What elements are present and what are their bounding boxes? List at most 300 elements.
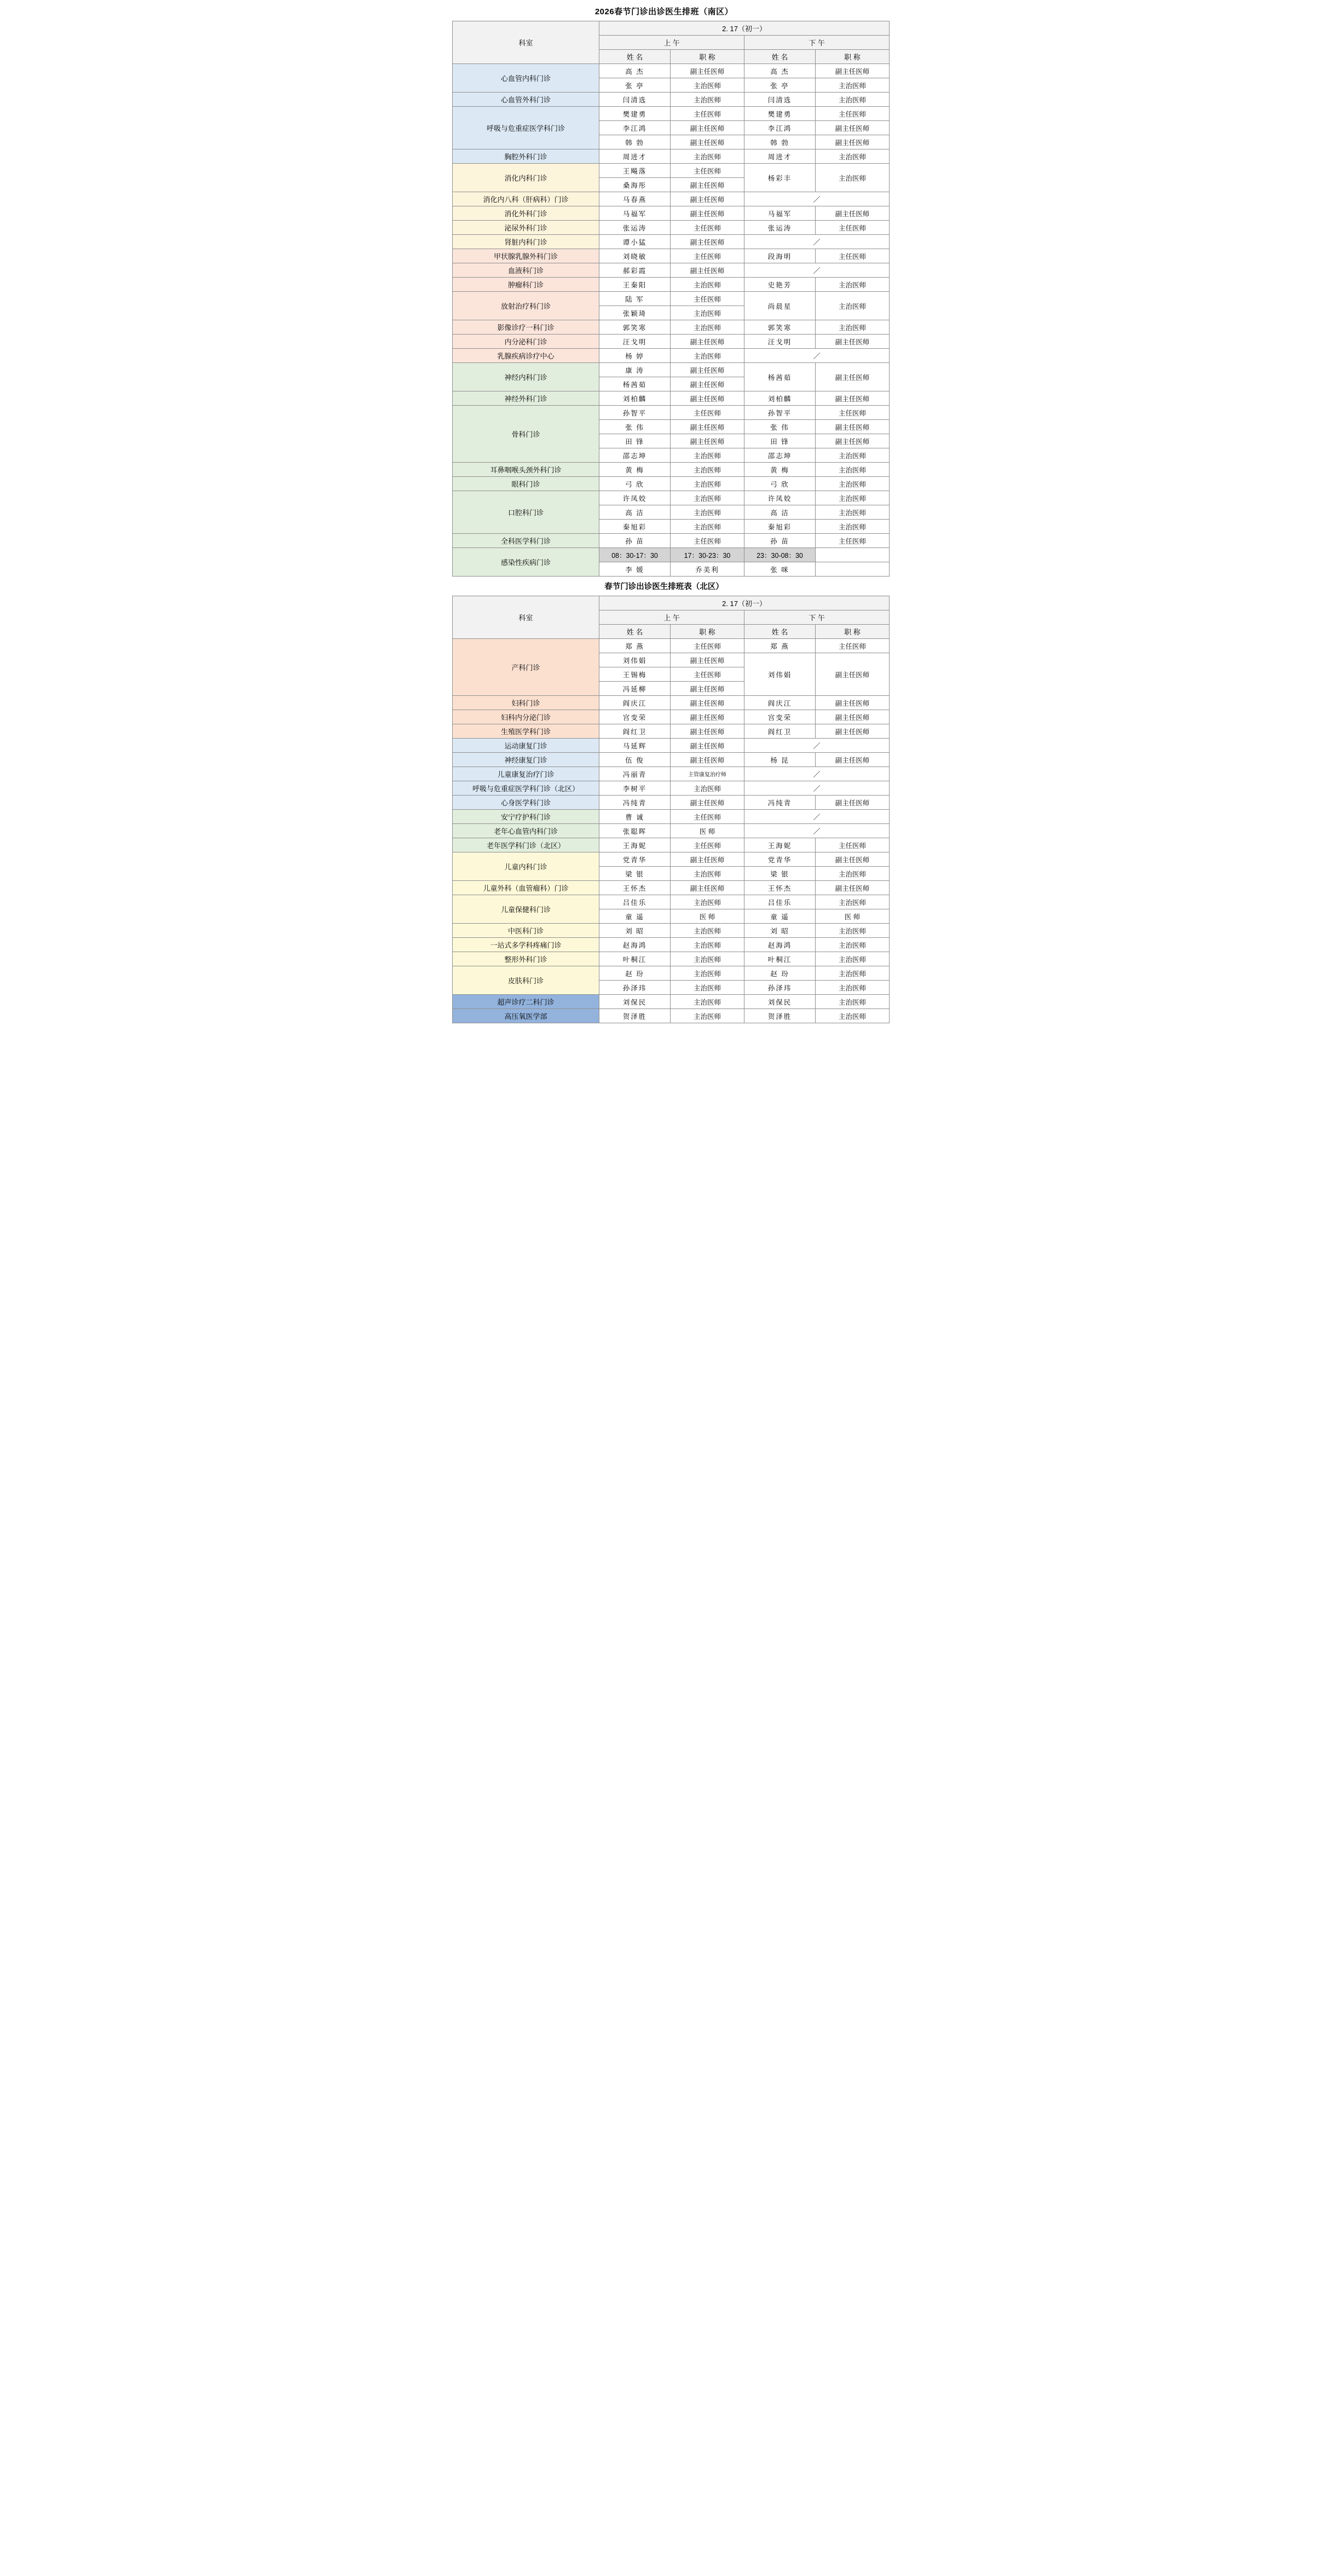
am-name-cell: 陆 军 [599,292,671,306]
am-name-cell: 王秦阳 [599,278,671,292]
pm-name-cell: 田 锋 [744,434,816,448]
dept-cell: 儿童保健科门诊 [453,895,599,924]
am-name-cell: 赵海鸿 [599,938,671,952]
pm-title-cell: 主治医师 [816,1009,890,1023]
dept-cell: 皮肤科门诊 [453,966,599,995]
pm-name-cell: 邵志坤 [744,448,816,463]
pm-name-cell: 郭笑寒 [744,320,816,335]
south-col-am-title: 职 称 [671,50,744,64]
table-row [453,64,890,78]
am-title-cell: 副主任医师 [671,235,744,249]
pm-slash-cell: ／ [744,192,890,206]
table-row [453,838,890,852]
am-title-cell: 主任医师 [671,292,744,306]
north-schedule-table [452,596,890,1023]
pm-slash-cell: ／ [744,739,890,753]
pm-title-cell: 主任医师 [816,639,890,653]
am-name-cell: 刘晓敏 [599,249,671,263]
dept-cell: 心身医学科门诊 [453,796,599,810]
table-row [453,724,890,739]
pm-title-cell: 主治医师 [816,320,890,335]
am-name-cell: 孙智平 [599,406,671,420]
pm-name-cell: 郑 燕 [744,639,816,653]
am-name-cell: 王锡梅 [599,667,671,682]
dept-cell: 消化内八科（肝病科）门诊 [453,192,599,206]
table-row [453,391,890,406]
north-title: 春节门诊出诊医生排班表（北区） [604,583,724,591]
pm-title-cell: 主治医师 [816,78,890,93]
table-row [453,235,890,249]
pm-name-cell: 韩 勃 [744,135,816,149]
table-row [453,938,890,952]
am-name-cell: 桑海彤 [599,178,671,192]
pm-title-cell: 副主任医师 [816,724,890,739]
table-row [453,781,890,796]
table-row [453,349,890,363]
am-name-cell: 秦旭彩 [599,520,671,534]
pm-name-cell: 张 亭 [744,78,816,93]
am-name-cell: 王飚落 [599,164,671,178]
am-title-cell: 主治医师 [671,306,744,320]
am-title-cell: 主治医师 [671,938,744,952]
dept-cell: 呼吸与危重症医学科门诊（北区） [453,781,599,796]
dept-cell: 耳鼻咽喉头颈外科门诊 [453,463,599,477]
pm-name-cell: 冯纯青 [744,796,816,810]
pm-title-cell: 副主任医师 [816,335,890,349]
pm-name-cell: 段海明 [744,249,816,263]
am-title-cell: 主治医师 [671,895,744,909]
pm-name-cell: 弓 欣 [744,477,816,491]
dept-cell: 老年医学科门诊（北区） [453,838,599,852]
am-title-cell: 主治医师 [671,520,744,534]
am-title-cell: 副主任医师 [671,178,744,192]
pm-name-cell: 童 遥 [744,909,816,924]
dept-cell: 消化内科门诊 [453,164,599,192]
table-row [453,767,890,781]
table-row [453,192,890,206]
am-name-cell: 韩 勃 [599,135,671,149]
am-title-cell: 主治医师 [671,924,744,938]
am-name-cell: 吕佳乐 [599,895,671,909]
south-date-header: 2. 17（初一） [599,21,890,36]
am-name-cell: 樊建勇 [599,107,671,121]
am-name-cell: 闫清选 [599,93,671,107]
dept-cell: 儿童内科门诊 [453,852,599,881]
am-title-cell: 主治医师 [671,149,744,164]
pm-name-cell: 刘保民 [744,995,816,1009]
pm-title-cell: 主治医师 [816,164,890,192]
am-title-cell: 主治医师 [671,93,744,107]
am-name-cell: 张 伟 [599,420,671,434]
pm-name-cell: 秦旭彩 [744,520,816,534]
pm-name-cell: 史艳芳 [744,278,816,292]
am-name-cell: 刘柏麟 [599,391,671,406]
am-title-cell: 副主任医师 [671,881,744,895]
am-name-cell: 王怀杰 [599,881,671,895]
am-name-cell: 郭笑寒 [599,320,671,335]
table-row [453,639,890,653]
am-title-cell: 主治医师 [671,505,744,520]
pm-title-cell: 主治医师 [816,149,890,164]
north-col-am-name: 姓 名 [599,625,671,639]
infection-doctor-2: 乔美利 [671,562,744,577]
pm-name-cell: 张 伟 [744,420,816,434]
pm-title-cell: 副主任医师 [816,753,890,767]
north-col-am: 上 午 [599,610,744,625]
am-title-cell: 副主任医师 [671,852,744,867]
dept-cell: 胸腔外科门诊 [453,149,599,164]
dept-cell: 肿瘤科门诊 [453,278,599,292]
pm-title-cell: 主治医师 [816,924,890,938]
pm-name-cell: 赵 玢 [744,966,816,981]
dept-cell: 安宁疗护科门诊 [453,810,599,824]
am-name-cell: 张颖琦 [599,306,671,320]
pm-name-cell: 张运涛 [744,221,816,235]
table-row [453,696,890,710]
blank-cell [816,562,890,577]
am-name-cell: 高 洁 [599,505,671,520]
am-title-cell: 主治医师 [671,966,744,981]
dept-cell: 运动康复门诊 [453,739,599,753]
pm-name-cell: 孙 苗 [744,534,816,548]
north-col-pm-title: 职 称 [816,625,890,639]
am-title-cell: 副主任医师 [671,796,744,810]
shift-cell-3: 23：30-08：30 [744,548,816,562]
south-title: 2026春节门诊出诊医生排班（南区） [594,7,734,16]
am-name-cell: 田 锋 [599,434,671,448]
dept-cell: 心血管外科门诊 [453,93,599,107]
pm-title-cell: 副主任医师 [816,206,890,221]
am-title-cell: 主治医师 [671,867,744,881]
infection-doctor-3: 张 咪 [744,562,816,577]
pm-title-cell: 副主任医师 [816,121,890,135]
south-col-am-name: 姓 名 [599,50,671,64]
am-title-cell: 副主任医师 [671,135,744,149]
am-title-cell: 主治医师 [671,995,744,1009]
am-name-cell: 马福军 [599,206,671,221]
dept-cell: 眼科门诊 [453,477,599,491]
dept-cell: 整形外科门诊 [453,952,599,966]
pm-title-cell: 主任医师 [816,406,890,420]
am-title-cell: 副主任医师 [671,434,744,448]
pm-title-cell: 副主任医师 [816,135,890,149]
pm-name-cell: 高 杰 [744,64,816,78]
dept-cell: 肾脏内科门诊 [453,235,599,249]
pm-title-cell: 主任医师 [816,534,890,548]
am-name-cell: 张 亭 [599,78,671,93]
pm-name-cell: 李江鸿 [744,121,816,135]
am-name-cell: 冯延柳 [599,682,671,696]
dept-cell: 骨科门诊 [453,406,599,463]
dept-cell: 泌尿外科门诊 [453,221,599,235]
pm-name-cell: 阎庆江 [744,696,816,710]
pm-title-cell: 主治医师 [816,93,890,107]
am-title-cell: 主任医师 [671,164,744,178]
pm-title-cell: 主任医师 [816,838,890,852]
pm-name-cell: 尚晨星 [744,292,816,320]
am-name-cell: 汪戈明 [599,335,671,349]
am-title-cell: 主任医师 [671,838,744,852]
am-title-cell: 主任医师 [671,639,744,653]
am-title-cell: 副主任医师 [671,710,744,724]
pm-name-cell: 孙智平 [744,406,816,420]
pm-name-cell: 王海妮 [744,838,816,852]
dept-cell: 甲状腺乳腺外科门诊 [453,249,599,263]
pm-title-cell: 主治医师 [816,448,890,463]
am-title-cell: 副主任医师 [671,753,744,767]
am-title-cell: 副主任医师 [671,335,744,349]
pm-name-cell: 阎红卫 [744,724,816,739]
dept-cell: 妇科门诊 [453,696,599,710]
am-name-cell: 杨茜茹 [599,377,671,391]
south-header-row-1 [453,21,890,36]
am-title-cell: 主治医师 [671,320,744,335]
table-row [453,852,890,867]
am-name-cell: 孙 苗 [599,534,671,548]
dept-cell: 生殖医学科门诊 [453,724,599,739]
am-title-cell: 主任医师 [671,810,744,824]
am-title-cell: 主治医师 [671,781,744,796]
am-title-cell: 副主任医师 [671,121,744,135]
am-title-cell: 副主任医师 [671,377,744,391]
north-col-am-title: 职 称 [671,625,744,639]
table-row [453,952,890,966]
dept-cell: 口腔科门诊 [453,491,599,534]
am-title-cell: 副主任医师 [671,263,744,278]
dept-cell: 神经外科门诊 [453,391,599,406]
table-row [453,93,890,107]
south-col-dept: 科室 [453,21,599,64]
am-name-cell: 马延辉 [599,739,671,753]
pm-name-cell: 刘 昭 [744,924,816,938]
table-row [453,249,890,263]
am-name-cell: 刘伟娟 [599,653,671,667]
am-name-cell: 童 遥 [599,909,671,924]
am-title-cell: 主治医师 [671,491,744,505]
table-row [453,881,890,895]
table-row [453,753,890,767]
am-title-cell: 副主任医师 [671,724,744,739]
pm-slash-cell: ／ [744,810,890,824]
am-title-cell: 主治医师 [671,952,744,966]
am-title-cell: 副主任医师 [671,653,744,667]
schedule-page [448,0,880,1029]
dept-cell: 妇科内分泌门诊 [453,710,599,724]
am-title-cell: 主任医师 [671,107,744,121]
am-name-cell: 李树平 [599,781,671,796]
table-row [453,363,890,377]
am-name-cell: 郑 燕 [599,639,671,653]
am-name-cell: 阎庆江 [599,696,671,710]
am-name-cell: 郝彩霞 [599,263,671,278]
pm-title-cell: 主治医师 [816,966,890,981]
am-title-cell: 医 师 [671,909,744,924]
am-title-cell: 副主任医师 [671,420,744,434]
am-name-cell: 赵 玢 [599,966,671,981]
pm-name-cell: 刘柏麟 [744,391,816,406]
am-title-cell: 副主任医师 [671,391,744,406]
dept-cell: 内分泌科门诊 [453,335,599,349]
dept-cell: 全科医学科门诊 [453,534,599,548]
pm-name-cell: 周进才 [744,149,816,164]
am-name-cell: 冯纯青 [599,796,671,810]
dept-cell: 心血管内科门诊 [453,64,599,93]
table-row [453,406,890,420]
am-name-cell: 谭小猛 [599,235,671,249]
north-col-dept: 科室 [453,596,599,639]
table-row [453,164,890,178]
am-name-cell: 高 杰 [599,64,671,78]
pm-slash-cell: ／ [744,235,890,249]
infection-doctor-1: 李 媛 [599,562,671,577]
pm-title-cell: 主治医师 [816,505,890,520]
shift-cell-1: 08：30-17：30 [599,548,671,562]
am-title-cell: 副主任医师 [671,739,744,753]
am-title-cell: 主任医师 [671,221,744,235]
pm-title-cell: 主治医师 [816,292,890,320]
table-row [453,796,890,810]
am-title-cell: 主治医师 [671,477,744,491]
table-row [453,463,890,477]
pm-title-cell: 主治医师 [816,278,890,292]
am-name-cell: 弓 欣 [599,477,671,491]
south-schedule-table [452,21,890,577]
am-name-cell: 李江鸿 [599,121,671,135]
pm-title-cell: 主治医师 [816,867,890,881]
dept-cell: 产科门诊 [453,639,599,696]
pm-title-cell: 医 师 [816,909,890,924]
pm-title-cell: 主任医师 [816,249,890,263]
pm-name-cell: 梁 银 [744,867,816,881]
table-row [453,810,890,824]
table-row [453,966,890,981]
north-col-pm: 下 午 [744,610,890,625]
blank-cell [816,548,890,562]
pm-title-cell: 主治医师 [816,895,890,909]
pm-name-cell: 贺泽胜 [744,1009,816,1023]
table-row [453,221,890,235]
pm-name-cell: 许凤姣 [744,491,816,505]
pm-title-cell: 主任医师 [816,221,890,235]
dept-cell: 老年心血管内科门诊 [453,824,599,838]
pm-title-cell: 副主任医师 [816,434,890,448]
am-title-cell: 副主任医师 [671,64,744,78]
am-title-cell: 主治医师 [671,1009,744,1023]
table-row [453,491,890,505]
pm-name-cell: 叶桐江 [744,952,816,966]
pm-title-cell: 副主任医师 [816,64,890,78]
dept-cell: 超声诊疗二科门诊 [453,995,599,1009]
north-header-row-1 [453,596,890,610]
pm-title-cell: 副主任医师 [816,696,890,710]
am-title-cell: 医 师 [671,824,744,838]
south-col-pm: 下 午 [744,36,890,50]
pm-slash-cell: ／ [744,824,890,838]
am-name-cell: 刘 昭 [599,924,671,938]
table-row [453,278,890,292]
dept-cell: 呼吸与危重症医学科门诊 [453,107,599,149]
pm-title-cell: 副主任医师 [816,710,890,724]
table-row [453,292,890,306]
north-date-header: 2. 17（初一） [599,596,890,610]
table-row [453,739,890,753]
am-name-cell: 马春燕 [599,192,671,206]
am-name-cell: 曹 诚 [599,810,671,824]
pm-name-cell: 宫变荣 [744,710,816,724]
am-name-cell: 叶桐江 [599,952,671,966]
am-title-cell: 主任医师 [671,534,744,548]
pm-name-cell: 杨茜茹 [744,363,816,391]
south-col-pm-name: 姓 名 [744,50,816,64]
south-col-am: 上 午 [599,36,744,50]
am-title-cell: 副主任医师 [671,363,744,377]
pm-name-cell: 赵海鸿 [744,938,816,952]
pm-name-cell: 吕佳乐 [744,895,816,909]
table-row [453,320,890,335]
am-name-cell: 黄 梅 [599,463,671,477]
table-row [453,995,890,1009]
pm-title-cell: 主治医师 [816,952,890,966]
pm-title-cell: 主治医师 [816,995,890,1009]
pm-title-cell: 主治医师 [816,477,890,491]
dept-cell: 神经内科门诊 [453,363,599,391]
pm-name-cell: 汪戈明 [744,335,816,349]
pm-name-cell: 杨 昆 [744,753,816,767]
pm-title-cell: 副主任医师 [816,391,890,406]
pm-title-cell: 副主任医师 [816,363,890,391]
pm-title-cell: 副主任医师 [816,420,890,434]
pm-title-cell: 副主任医师 [816,796,890,810]
pm-name-cell: 高 洁 [744,505,816,520]
dept-cell: 一站式多学科疼痛门诊 [453,938,599,952]
pm-title-cell: 主治医师 [816,463,890,477]
pm-title-cell: 副主任医师 [816,653,890,696]
am-title-cell: 主任医师 [671,406,744,420]
table-row [453,548,890,562]
south-col-pm-title: 职 称 [816,50,890,64]
table-row [453,895,890,909]
table-row [453,263,890,278]
pm-title-cell: 主任医师 [816,107,890,121]
am-name-cell: 孙泽玮 [599,981,671,995]
pm-slash-cell: ／ [744,767,890,781]
north-col-pm-name: 姓 名 [744,625,816,639]
pm-name-cell: 刘伟娟 [744,653,816,696]
am-name-cell: 张运涛 [599,221,671,235]
am-name-cell: 冯丽青 [599,767,671,781]
table-row [453,924,890,938]
dept-cell: 儿童外科（血管瘤科）门诊 [453,881,599,895]
table-row [453,107,890,121]
am-name-cell: 伍 俊 [599,753,671,767]
pm-title-cell: 副主任医师 [816,881,890,895]
am-title-cell: 主治医师 [671,278,744,292]
pm-slash-cell: ／ [744,263,890,278]
dept-cell: 中医科门诊 [453,924,599,938]
dept-cell: 感染性疾病门诊 [453,548,599,577]
am-name-cell: 阎红卫 [599,724,671,739]
pm-slash-cell: ／ [744,349,890,363]
pm-title-cell: 主治医师 [816,938,890,952]
dept-cell: 影像诊疗一科门诊 [453,320,599,335]
am-title-cell: 主治医师 [671,349,744,363]
pm-name-cell: 孙泽玮 [744,981,816,995]
dept-cell: 血液科门诊 [453,263,599,278]
am-title-cell: 副主任医师 [671,192,744,206]
pm-title-cell: 主治医师 [816,520,890,534]
am-title-cell: 副主任医师 [671,206,744,221]
am-name-cell: 贺泽胜 [599,1009,671,1023]
